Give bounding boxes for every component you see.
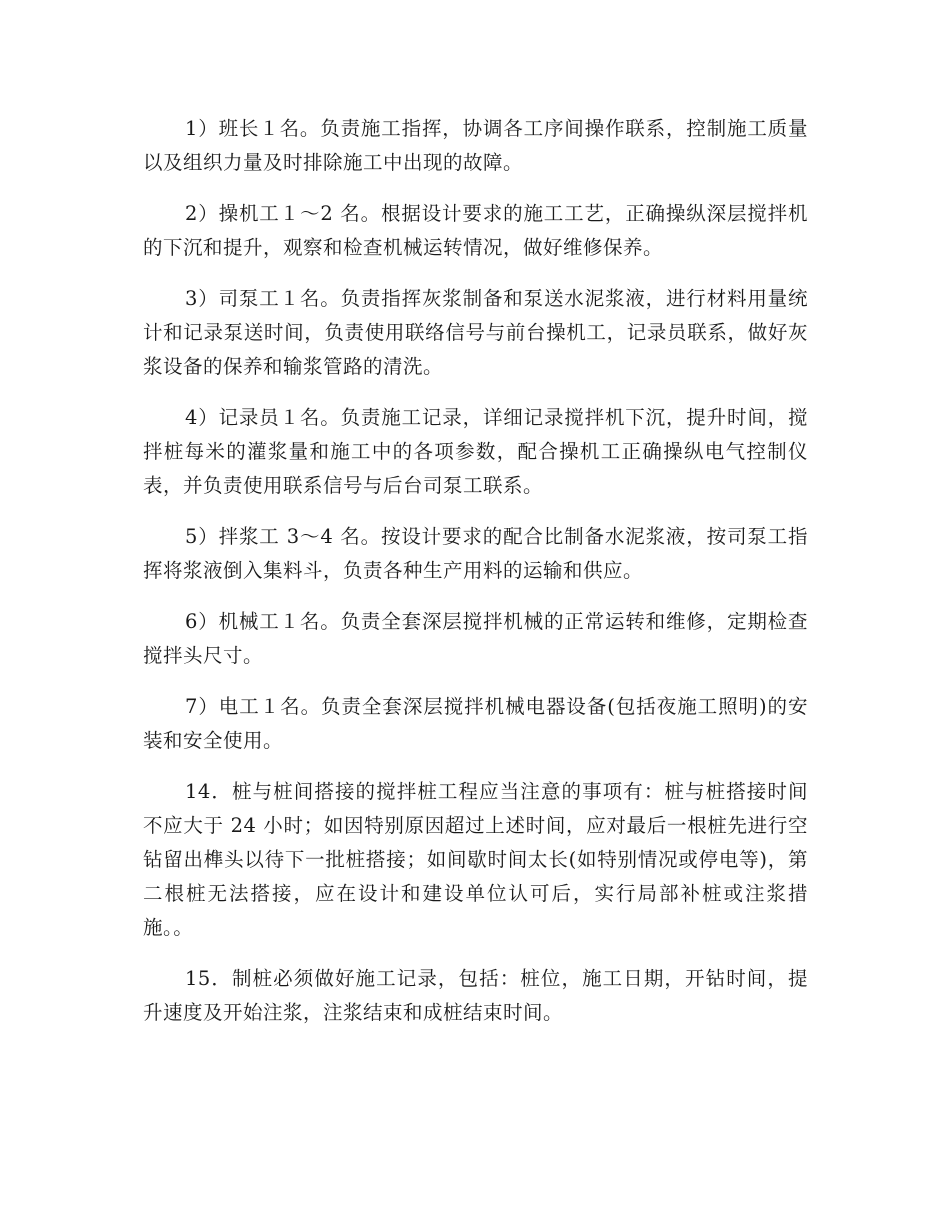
- paragraph-mechanic: 6）机械工１名。负责全套深层搅拌机械的正常运转和维修，定期检查搅拌头尺寸。: [143, 610, 808, 667]
- document-body: [143, 112, 808, 1047]
- paragraph-item-15: 15．制桩必须做好施工记录，包括：桩位，施工日期，开钻时间，提升速度及开始注浆，注浆结束和成桩结束时间。: [143, 967, 808, 1024]
- paragraph-electrician: 7）电工１名。负责全套深层搅拌机械电器设备(包括夜施工照明)的安装和安全使用。: [143, 695, 808, 752]
- paragraph-machine-operator: 2）操机工１～2 名。根据设计要求的施工工艺，正确操纵深层搅拌机的下沉和提升，观察和检查机械运转情况，做好维修保养。: [143, 202, 808, 259]
- paragraph-pump-operator: 3）司泵工１名。负责指挥灰浆制备和泵送水泥浆液，进行材料用量统计和记录泵送时间，负责使用联络信号与前台操机工，记录员联系，做好灰浆设备的保养和输浆管路的清洗。: [143, 287, 808, 378]
- paragraph-slurry-mixer: 5）拌浆工 3～4 名。按设计要求的配合比制备水泥浆液，按司泵工指挥将浆液倒入集料斗，负责各种生产用料的运输和供应。: [143, 525, 808, 582]
- paragraph-team-leader: 1）班长１名。负责施工指挥，协调各工序间操作联系，控制施工质量以及组织力量及时排除施工中出现的故障。: [143, 117, 808, 174]
- paragraph-item-14: 14．桩与桩间搭接的搅拌桩工程应当注意的事项有：桩与桩搭接时间不应大于 24 小时；如因特别原因超过上述时间，应对最后一根桩先进行空钻留出榫头以待下一批桩搭接；如间歇时间太长(如特别情况或停电等)，第二根桩无法搭接，应在设计和建设单位认可后，实行局部补桩或注浆措施。。: [143, 780, 808, 939]
- paragraph-recorder: 4）记录员１名。负责施工记录，详细记录搅拌机下沉，提升时间，搅拌桩每米的灌浆量和施工中的各项参数，配合操机工正确操纵电气控制仪表，并负责使用联系信号与后台司泵工联系。: [143, 406, 808, 497]
